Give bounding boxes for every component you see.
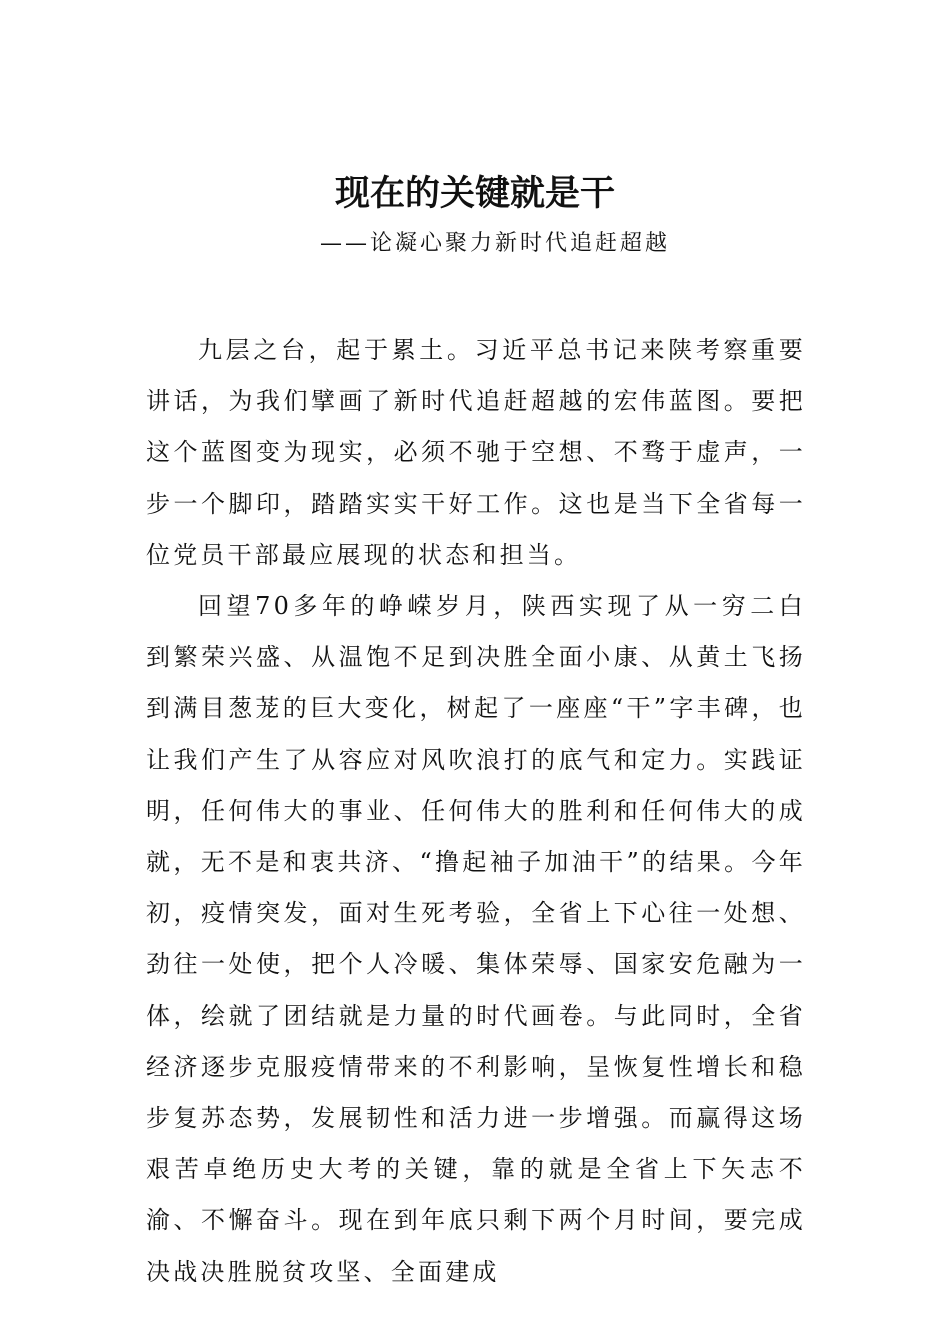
document-body — [146, 325, 806, 1298]
document-title: 现在的关键就是干 — [334, 174, 615, 214]
paragraph-2: 回望70多年的峥嵘岁月，陕西实现了从一穷二白到繁荣兴盛、从温饱不足到决胜全面小康、从黄土飞扬到满目葱茏的巨大变化，树起了一座座“干”字丰碑，也让我们产生了从容应对风吹浪打的底气和定力。实践证明，任何伟大的事业、任何伟大的胜利和任何伟大的成就，无不是和衷共济、“撸起袖子加油干”的结果。今年初，疫情突发，面对生死考验，全省上下心往一处想、劲往一处使，把个人冷暖、集体荣辱、国家安危融为一体，绘就了团结就是力量的时代画卷。与此同时，全省经济逐步克服疫情带来的不利影响，呈恢复性增长和稳步复苏态势，发展韧性和活力进一步增强。而赢得这场艰苦卓绝历史大考的关键，靠的就是全省上下矢志不渝、不懈奋斗。现在到年底只剩下两个月时间，要完成决战决胜脱贫攻坚、全面建成 — [146, 592, 806, 1286]
document-subtitle: ——论凝心聚力新时代追赶超越 — [319, 231, 670, 256]
paragraph-1: 九层之台，起于累土。习近平总书记来陕考察重要讲话，为我们擘画了新时代追赶超越的宏伟蓝图。要把这个蓝图变为现实，必须不驰于空想、不骛于虚声，一步一个脚印，踏踏实实干好工作。这也是当下全省每一位党员干部最应展现的状态和担当。 — [146, 336, 806, 569]
